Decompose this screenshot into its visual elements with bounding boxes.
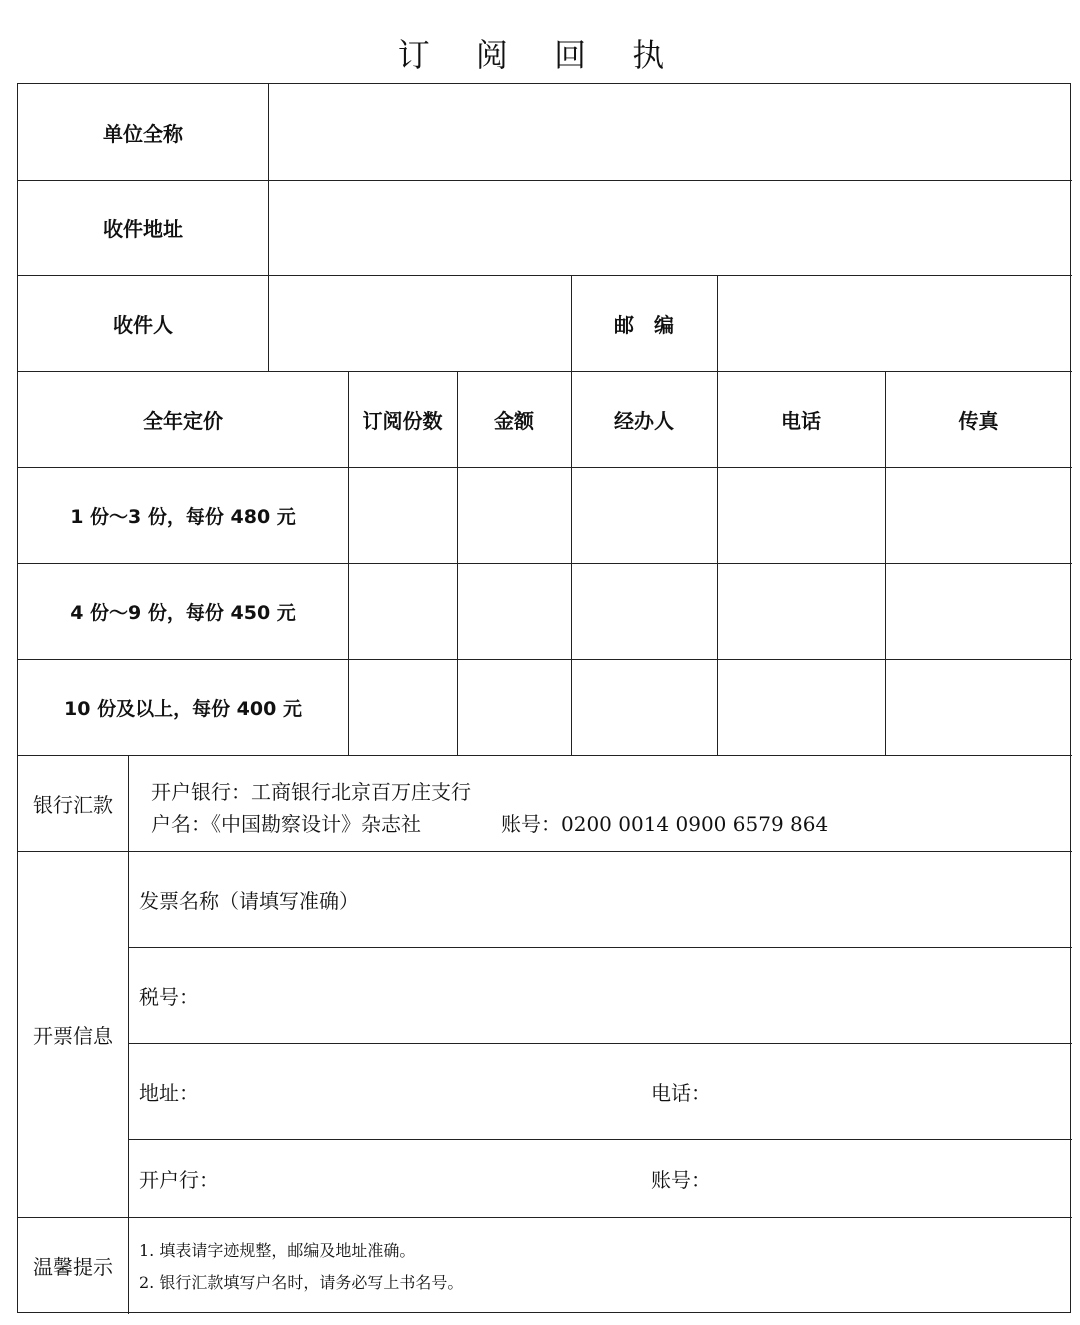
bank-transfer-label: 银行汇款 xyxy=(33,792,113,817)
tier2-handler-field[interactable] xyxy=(572,563,717,659)
tier1-fax-field[interactable] xyxy=(886,467,1072,563)
header-handler: 经办人 xyxy=(614,408,674,433)
tier3-phone-field[interactable] xyxy=(718,659,885,755)
header-amount: 金额 xyxy=(494,408,534,433)
recipient-field[interactable] xyxy=(269,275,571,371)
account-holder: 户名：《中国勘察设计》杂志社 xyxy=(151,812,421,836)
tier2-phone-field[interactable] xyxy=(718,563,885,659)
tier3-handler-field[interactable] xyxy=(572,659,717,755)
tips-label: 温馨提示 xyxy=(33,1254,113,1279)
header-annual-price: 全年定价 xyxy=(143,408,223,433)
tier1-phone-field[interactable] xyxy=(718,467,885,563)
unit-name-label: 单位全称 xyxy=(103,121,183,146)
tip-1: 1. 填表请字迹规整，邮编及地址准确。 xyxy=(139,1241,416,1260)
recipient-label: 收件人 xyxy=(113,312,173,337)
tier1-handler-field[interactable] xyxy=(572,467,717,563)
address-field[interactable] xyxy=(269,180,1072,275)
invoice-account-field[interactable]: 账号： xyxy=(651,1167,711,1192)
invoice-info-label: 开票信息 xyxy=(33,1023,113,1048)
tier2-fax-field[interactable] xyxy=(886,563,1072,659)
tier1-copies-field[interactable] xyxy=(349,467,457,563)
postcode-label: 邮 编 xyxy=(614,312,674,337)
address-label: 收件地址 xyxy=(103,217,183,241)
header-fax: 传真 xyxy=(958,408,999,433)
tier3-amount-field[interactable] xyxy=(458,659,571,755)
tier3-copies-field[interactable] xyxy=(349,659,457,755)
page-title: 订 阅 回 执 xyxy=(397,36,683,74)
tier2-amount-field[interactable] xyxy=(458,563,571,659)
invoice-address-field[interactable]: 地址： xyxy=(139,1080,199,1105)
bank-name: 开户银行：工商银行北京百万庄支行 xyxy=(151,780,471,804)
tax-number-field[interactable]: 税号： xyxy=(139,984,199,1009)
postcode-field[interactable] xyxy=(718,275,1072,371)
price-tier-1: 1 份～3 份，每份 480 元 xyxy=(70,505,296,528)
bank-account-number: 账号：0200 0014 0900 6579 864 xyxy=(501,812,829,836)
tier1-amount-field[interactable] xyxy=(458,467,571,563)
price-tier-3: 10 份及以上，每份 400 元 xyxy=(64,697,302,720)
price-tier-2: 4 份～9 份，每份 450 元 xyxy=(70,601,296,624)
invoice-bank-field[interactable]: 开户行： xyxy=(139,1167,219,1192)
subscription-form xyxy=(17,83,1071,1313)
tier3-fax-field[interactable] xyxy=(886,659,1072,755)
tip-2: 2. 银行汇款填写户名时，请务必写上书名号。 xyxy=(139,1273,464,1292)
unit-name-field[interactable] xyxy=(269,84,1072,180)
invoice-name-field[interactable]: 发票名称（请填写准确） xyxy=(139,888,359,913)
header-phone: 电话 xyxy=(781,408,821,433)
header-copies: 订阅份数 xyxy=(362,408,443,433)
invoice-phone-field[interactable]: 电话： xyxy=(651,1080,711,1105)
tier2-copies-field[interactable] xyxy=(349,563,457,659)
